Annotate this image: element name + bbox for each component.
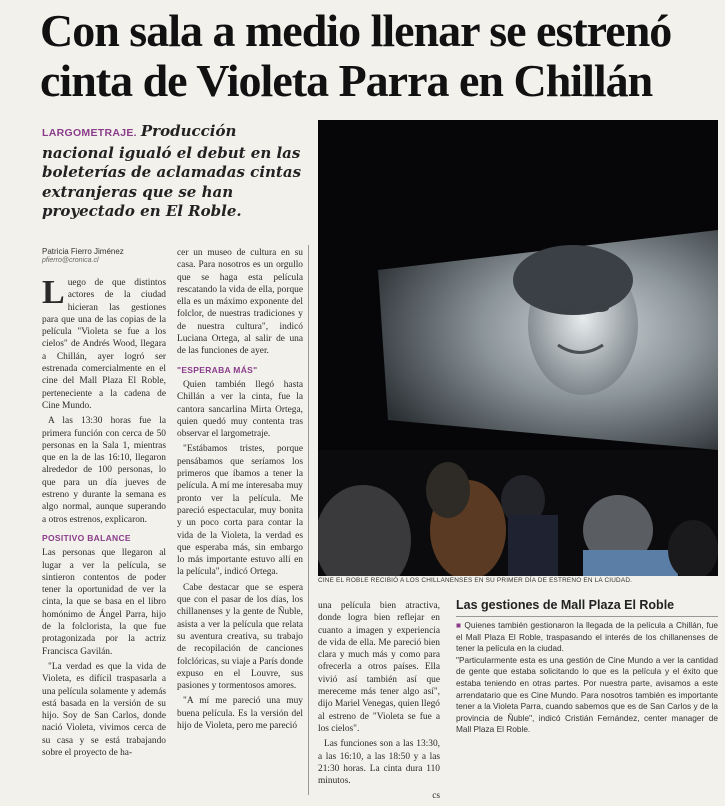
author-email: pfierro@cronica.cl [42, 257, 99, 264]
article-paragraph: "Estábamos tristes, porque pensábamos que seríamos los primeros que íbamos a tener la película. A mí me interesaba muy pronto ver la película. Me pareció espectacular, muy bonita y un poco corta para contar la vida de la Violeta, la verdad es que esperaba más, sin embargo lo más importante estuvo allí en la película", indicó Ortega. [177, 444, 303, 578]
article-paragraph: Cabe destacar que se espera que con el pasar de los días, los chillanenses y la gente de Ñuble, asista a ver la película que relata su aventura creativa, su trabajo de recopilación de canciones folclóricas, su viaje a París donde expuso en el Louvre, sus pasiones y tormentosos amores. [177, 582, 304, 692]
audience-head [426, 462, 470, 518]
byline [42, 247, 124, 264]
cinema-photo [318, 120, 718, 576]
article-paragraph: Las personas que llegaron al lugar a ver la película, se sintieron contentos de poder tener la oportunidad de ver la cinta, la que se basa en el libro homónimo de Ángel Parra, hijo de la folclorista, la que fue protagonizada por la actriz Francisca Gavilán. [42, 548, 166, 657]
sidebar-paragraph [456, 620, 718, 655]
sidebar-body [456, 620, 718, 736]
headline [40, 6, 720, 106]
cinema-photo-illustration [318, 120, 718, 576]
lead-text: Producción nacional igualó el debut en las boleterías de aclamadas cintas extranjeras que se han proyectado en El Roble. [42, 122, 302, 220]
kicker-label: LARGOMETRAJE. [42, 127, 137, 139]
subheading: "ESPERABA MÁS" [177, 364, 258, 375]
article-paragraph: A las 13:30 horas fue la primera función con cerca de 50 personas en la Sala 1, mientras que en la de las 16:10, llegaron alrededor de 100 personas, lo que para un día jueves de estreno y durante la semana es algo normal, aunque superando a otros estrenos, explicaron. [42, 416, 166, 525]
photo-caption: CINE EL ROBLE RECIBIÓ A LOS CHILLANENSES EN SU PRIMER DÍA DE ESTRENO EN LA CIUDAD. [318, 577, 633, 584]
bullet-icon: ■ [456, 620, 462, 630]
sidebar-title: Las gestiones de Mall Plaza El Roble [456, 598, 675, 612]
sidebar-rule [456, 616, 718, 617]
subheading: POSITIVO BALANCE [42, 532, 131, 543]
article-paragraph: "La verdad es que la vida de Violeta, es difícil traspasarla a una película solamente y además está basada en la versión de su hijo. Soy de San Carlos, donde nació Violeta, vivimos cerca de su casa y se está trabajando sobre el proyecto de ha- [42, 661, 166, 758]
article-paragraph: uego de que distintos actores de la ciudad hicieran las gestiones para que una de las copias de la película "Violeta se fue a los cielos" de Andrés Wood, llegara a Chillán, ayer logró ser estrenada comercialmente en el cine del Mall Plaza El Roble, perteneciente a la cadena de Cine Mundo. [42, 278, 166, 411]
sidebar-paragraph: "Particularmente esta es una gestión de Cine Mundo a ver la cantidad de gente que estaba solicitando lo que es la película y el éxito que estaba teniendo en otras partes. Por nuestra parte, avisamos a este arrendatario que es Cine Mundo. Para nosotros también es importante tener a la Violeta Parra, cuando sabemos que es de San Carlos y de la provincia de Ñuble", indicó Cristián Fernández, center manager de Mall Plaza El Roble. [456, 654, 718, 735]
author-initials: cs [432, 791, 440, 802]
article-paragraph: cer un museo de cultura en su casa. Para nosotros es un orgullo que se haga esta película rescatando la vida de ella, porque ella es un máximo exponente del folclor, de nuestras tradiciones y de nuestra cultura", indicó Luciana Ortega, al salir de una de las funciones de ayer. [177, 248, 303, 357]
drop-cap: L [42, 274, 65, 311]
headline-line-1: Con sala a medio llenar se estrenó [40, 5, 672, 56]
headline-line-2: cinta de Violeta Parra en Chillán [40, 55, 653, 106]
lead-paragraph [42, 122, 304, 222]
article-paragraph: Quien también llegó hasta Chillán a ver la cinta, fue la cantora sancarlina Mirta Ortega, quien quedó muy contenta tras observar el largometraje. [177, 379, 303, 440]
column-divider [308, 245, 309, 795]
article-column-3 [318, 600, 440, 806]
sidebar-text: Quienes también gestionaron la llegada de la película a Chillán, fue el Mall Plaza El Roble, traspasando el interés de los chillanenses de tener la película en la ciudad. [456, 620, 719, 654]
article-paragraph: Las funciones son a las 13:30, a las 16:10, a las 18:50 y a las 21:30 horas. La cinta dura 110 minutos. [318, 739, 440, 787]
article-paragraph: "A mí me pareció una muy buena película. Es la versión del hijo de Violeta, pero me pareció [177, 696, 303, 731]
author-name: Patricia Fierro Jiménez [42, 247, 124, 256]
article-column-1 [42, 274, 166, 762]
article-paragraph: una película bien atractiva, donde logra bien reflejar en cuanto a imagen y experiencia de vida de ella. Me pareció bien clara y much más y como para ofrecerla a otros países. Ella vivió así también así que mereceme más tener algo así", dijo Mariel Venegas, quien llegó al estreno de "Violeta se fue a los cielos". [318, 601, 440, 734]
article-column-2 [177, 247, 303, 735]
